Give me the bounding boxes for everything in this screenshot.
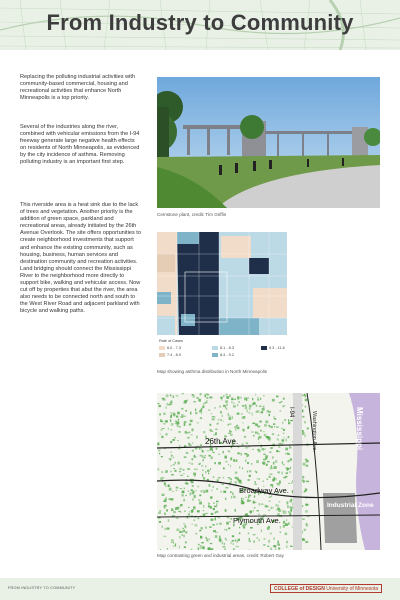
header-banner	[0, 0, 400, 50]
footer	[0, 578, 400, 600]
asthma-legend: Rate of Cases 6.0 - 7.3 7.4 - 8.0 8.1 - 8.3 8.4 - 9.2 9.3 - 11.6	[159, 339, 285, 357]
freeway-label: I-94	[288, 407, 294, 418]
cemstone-plant-photo	[157, 77, 380, 208]
industrial-zone	[323, 493, 357, 543]
asthma-map-caption: Map showing asthma distribution in North Minneapolis	[157, 369, 268, 374]
river-label: Mississippi	[355, 407, 364, 451]
legend-swatch	[261, 346, 267, 350]
paragraph-health: Several of the industries along the river, combined with vehicular emissions from the I-94 freeway generate large negative health effects on residents of North Minneapolis, as evidenced by the city incidence of asthma. Removing polluting industry is an important first step.	[20, 124, 140, 166]
road-label-washington: Washington Ave.	[311, 411, 317, 452]
green-map-caption: Map contrasting green and industrial areas, credit: Robert Gay	[157, 553, 284, 558]
legend-swatch	[212, 346, 218, 350]
street-label-broadway: Broadway Ave.	[239, 486, 289, 495]
street-label-plymouth: Plymouth Ave.	[233, 516, 281, 525]
zone-label: Industrial Zone	[327, 502, 374, 509]
paragraph-green-space: This riverside area is a heat sink due to the lack of trees and vegetation. Another priority is the addition of green space, parkland and recreational areas, already initiated by the 26th Avenue Overlook. The site offers opportunities to create neighborhood investments that support and enhance the existing community, such as housing, business, human services and destination community and recreation activities. Land bridging should connect the Mississippi River to the neighborhood more directly to support bike, walking and vehicular access. Now cut off by properties that abut the river, the area also needs to be connected north and south to the West River Road and adjacent parkland with bicycle and walking paths.	[20, 202, 141, 315]
photo-caption: Cemstone plant, credit: Tim Griffin	[157, 212, 227, 217]
legend-swatch	[159, 346, 165, 350]
college-name: COLLEGE of DESIGN	[274, 586, 325, 592]
university-name: University of Minnesota	[326, 586, 379, 592]
legend-title: Rate of Cases	[159, 339, 184, 343]
footer-series-title: FROM INDUSTRY TO COMMUNITY	[8, 586, 76, 590]
green-industrial-map	[157, 393, 380, 550]
college-logo	[270, 584, 382, 593]
paragraph-priority: Replacing the polluting industrial activities with community-based commercial, housing and recreational activities that enhance North Minneapolis is a top priority.	[20, 74, 136, 102]
legend-swatch	[159, 353, 165, 357]
street-label-26th: 26th Ave.	[205, 437, 239, 446]
legend-swatch	[212, 353, 218, 357]
asthma-distribution-map	[157, 232, 287, 335]
page-title: From Industry to Community	[46, 10, 354, 35]
